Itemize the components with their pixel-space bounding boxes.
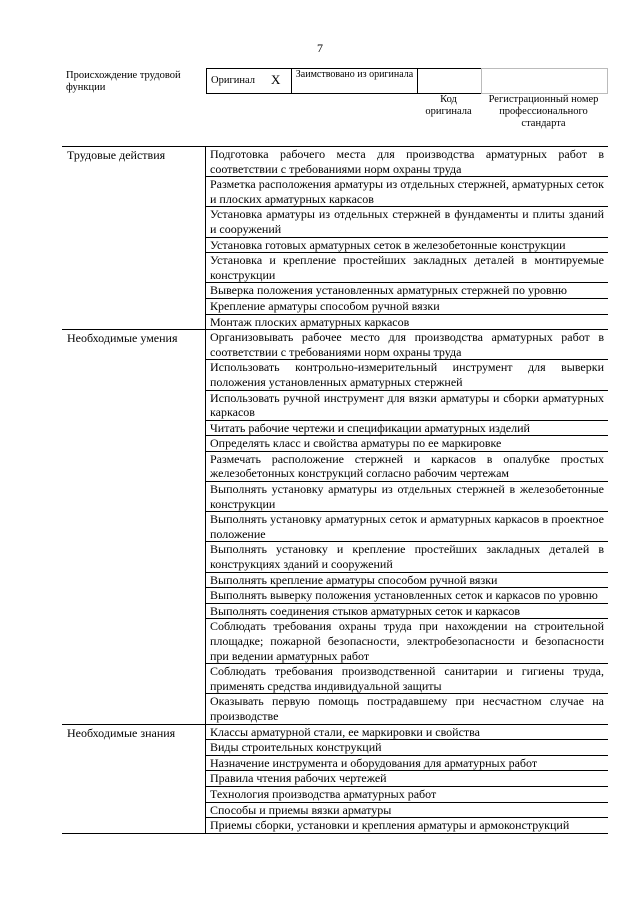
list-item: Читать рабочие чертежи и спецификации арматурных изделий <box>206 421 608 437</box>
list-item: Выверка положения установленных арматурных стержней по уровню <box>206 283 608 299</box>
list-item: Выполнять установку арматуры из отдельных стержней в железобетонные конструкции <box>206 482 608 512</box>
list-item: Выполнять выверку положения установленных сеток и каркасов по уровню <box>206 588 608 604</box>
list-item: Подготовка рабочего места для производства арматурных работ в соответствии с требованиями норм охраны труда <box>206 147 608 177</box>
original-cell <box>206 68 292 94</box>
list-item: Соблюдать требования производственной санитарии и гигиены труда, применять средства индивидуальной защиты <box>206 664 608 694</box>
list-item: Установка и крепление простейших закладных деталей в монтируемые конструкции <box>206 253 608 283</box>
section-required-skills <box>62 329 608 723</box>
code-cell <box>417 68 482 94</box>
section-items <box>206 725 608 833</box>
list-item: Использовать контрольно-измерительный инструмент для выверки положения установленных арматурных стержней <box>206 360 608 390</box>
list-item: Оказывать первую помощь пострадавшему при несчастном случае на производстве <box>210 694 604 723</box>
list-item: Выполнять соединения стыков арматурных сеток и каркасов <box>206 604 608 620</box>
list-item: Размечать расположение стержней и каркасов в опалубке простых железобетонных конструкций согласно рабочим чертежам <box>206 452 608 482</box>
section-items <box>206 147 608 329</box>
section-title: Необходимые умения <box>62 330 206 723</box>
section-labor-actions <box>62 146 608 329</box>
section-items <box>206 330 608 723</box>
list-item: Технология производства арматурных работ <box>206 787 608 803</box>
reg-number-caption: Регистрационный номер профессионального стандарта <box>488 94 599 129</box>
function-table <box>62 146 608 834</box>
origin-label: Происхождение трудовой функции <box>66 70 181 93</box>
borrowed-label: Заимствовано из оригинала <box>295 69 414 80</box>
list-item: Соблюдать требования охраны труда при нахождении на строительной площадке; пожарной безопасности, электробезопасности и безопасности при ведении арматурных работ <box>206 619 608 664</box>
list-item: Приемы сборки, установки и крепления арматуры и армоконструкций <box>210 818 570 833</box>
list-item: Установка готовых арматурных сеток в железобетонные конструкции <box>206 238 608 254</box>
list-item: Определять класс и свойства арматуры по ее маркировке <box>206 436 608 452</box>
list-item: Классы арматурной стали, ее маркировки и свойства <box>206 725 608 741</box>
list-item: Выполнять крепление арматуры способом ручной вязки <box>206 573 608 589</box>
section-title: Трудовые действия <box>62 147 206 329</box>
list-item: Разметка расположения арматуры из отдельных стержней, арматурных сеток и плоских арматурных каркасов <box>206 177 608 207</box>
original-label: Оригинал <box>211 75 255 86</box>
list-item: Крепление арматуры способом ручной вязки <box>206 299 608 315</box>
reg-number-cell <box>481 68 608 94</box>
list-item: Выполнять установку арматурных сеток и арматурных каркасов в проектное положение <box>206 512 608 542</box>
page-number: 7 <box>317 41 323 55</box>
section-required-knowledge <box>62 724 608 833</box>
list-item: Выполнять установку и крепление простейших закладных деталей в конструкциях зданий и сооружений <box>206 542 608 572</box>
table-bottom-border <box>62 833 608 834</box>
list-item: Правила чтения рабочих чертежей <box>206 771 608 787</box>
list-item: Способы и приемы вязки арматуры <box>206 803 608 819</box>
list-item: Использовать ручной инструмент для вязки арматуры и сборки арматурных каркасов <box>206 391 608 421</box>
borrowed-cell <box>291 68 418 94</box>
list-item: Монтаж плоских арматурных каркасов <box>210 314 410 329</box>
list-item: Установка арматуры из отдельных стержней в фундаменты и плиты зданий и сооружений <box>206 207 608 237</box>
list-item: Организовывать рабочее место для производства арматурных работ в соответствии с требованиями норм охраны труда <box>206 330 608 360</box>
list-item: Виды строительных конструкций <box>206 740 608 756</box>
original-mark: X <box>271 72 281 87</box>
section-title: Необходимые знания <box>62 725 206 833</box>
code-caption: Код оригинала <box>425 94 472 117</box>
list-item: Назначение инструмента и оборудования для арматурных работ <box>206 756 608 772</box>
